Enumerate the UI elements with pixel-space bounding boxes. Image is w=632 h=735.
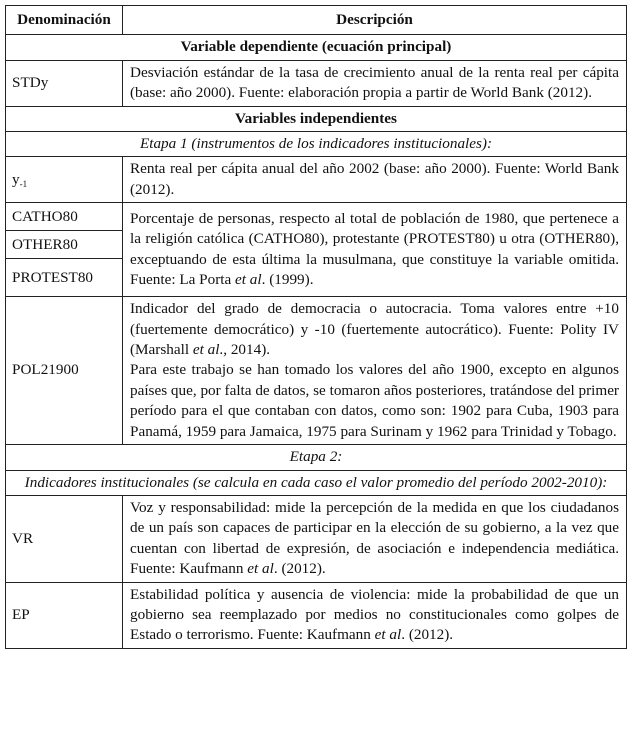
var-desc-pol-text: Indicador del grado de democracia o autocracia. Toma valores entre +10 (fuertemente democrático) y -10 (fuertemente autocrático). Fuente: Polity IV (Marshall	[130, 300, 619, 359]
var-desc-pol-paragraph-2: Para este trabajo se han tomado los valores del año 1900, excepto en algunos países que, por falta de datos, se tomaron años posteriores, tratándose del primer período para el que contaban con datos, como son: 1902 para Cuba, 1903 para Panamá, 1959 para Jamaica, 1975 para Surinam y 1962 para Trinidad y Tobago.	[130, 361, 619, 440]
section-independent-title: Variables independientes	[6, 106, 627, 131]
section-row-independent	[6, 106, 627, 131]
stage-row-2-note	[6, 470, 627, 495]
var-name-stdy: STDy	[6, 60, 123, 106]
variables-table	[5, 5, 627, 649]
stage-1-title: Etapa 1 (instrumentos de los indicadores institucionales):	[6, 132, 627, 157]
var-desc-religion-etal: et al	[235, 271, 262, 289]
table-row-stdy	[6, 60, 627, 106]
var-desc-ep-text: Estabilidad política y ausencia de violencia: mide la probabilidad de que un gobierno sea reemplazado por medios no constitucionales como golpes de Estado o terrorismo. Fuente: Kaufmann	[130, 585, 619, 644]
var-name-y1-sub: -1	[19, 178, 28, 189]
var-desc-stdy: Desviación estándar de la tasa de crecimiento anual de la renta real per cápita (base: año 2000). Fuente: elaboración propia a partir de World Bank (2012).	[123, 60, 627, 106]
var-desc-vr-text: Voz y responsabilidad: mide la percepción de la medida en que los ciudadanos de un país son capaces de participar en la elección de su gobierno, a la vez que cuentan con libertad de expresión, de asociación e independencia mediática. Fuente: Kaufmann	[130, 498, 619, 578]
var-name-y1-base: y	[12, 170, 20, 188]
var-desc-y1: Renta real per cápita anual del año 2002 (base: año 2000). Fuente: World Bank (2012).	[123, 157, 627, 203]
var-name-vr: VR	[6, 495, 123, 582]
header-denominacion: Denominación	[6, 6, 123, 35]
var-name-catho80: CATHO80	[6, 203, 123, 231]
var-name-pol21900: POL21900	[6, 297, 123, 445]
var-desc-pol-end: ., 2014).	[219, 341, 271, 359]
table-header-row	[6, 6, 627, 35]
var-desc-ep-etal: et al	[374, 626, 402, 644]
stage-row-2	[6, 445, 627, 470]
table-row-pol21900	[6, 297, 627, 445]
table-row-ep	[6, 582, 627, 648]
section-dependent-title: Variable dependiente (ecuación principal)	[6, 35, 627, 60]
section-row-dependent	[6, 35, 627, 60]
var-name-protest80: PROTEST80	[6, 259, 123, 297]
var-desc-religion	[123, 203, 627, 297]
var-desc-vr-end: . (2012).	[273, 560, 326, 578]
var-desc-religion-end: . (1999).	[261, 271, 314, 289]
stage-2-note: Indicadores institucionales (se calcula en cada caso el valor promedio del período 2002-2010):	[6, 470, 627, 495]
var-desc-pol-etal: et al	[192, 341, 220, 359]
var-name-ep: EP	[6, 582, 123, 648]
var-desc-vr	[123, 495, 627, 582]
stage-2-title: Etapa 2:	[6, 445, 627, 470]
var-desc-pol-paragraph-1	[130, 299, 619, 360]
header-descripcion: Descripción	[123, 6, 627, 35]
var-name-other80: OTHER80	[6, 231, 123, 259]
var-desc-ep	[123, 582, 627, 648]
table-row-y1	[6, 157, 627, 203]
var-name-y1	[6, 157, 123, 203]
stage-row-1	[6, 132, 627, 157]
table-row-catho80	[6, 203, 627, 231]
table-row-vr	[6, 495, 627, 582]
var-desc-religion-text: Porcentaje de personas, respecto al total de población de 1980, que pertenece a la religión católica (CATHO80), protestante (PROTEST80) u otra (OTHER80), exceptuando de esta última la musulmana, que constituye la variable omitida. Fuente: La Porta	[130, 209, 619, 289]
var-desc-ep-end: . (2012).	[401, 626, 454, 644]
var-desc-vr-etal: et al	[247, 560, 274, 578]
var-desc-pol21900	[123, 297, 627, 445]
